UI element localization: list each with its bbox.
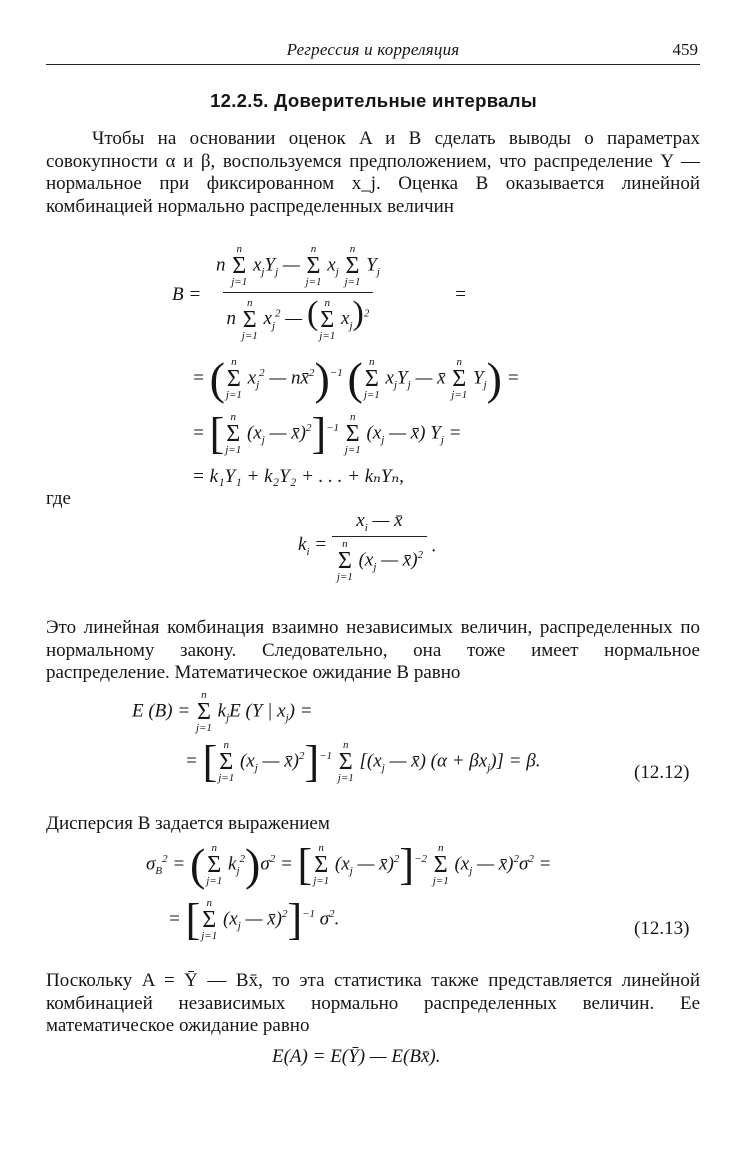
paragraph-statistic-a: Поскольку A = Ȳ — Bx̄, то эта статистика также представляется линейной комбинацией независимых нормально распределенных величин. Ее математическое ожидание равно [46, 970, 700, 1036]
paragraph-variance: Дисперсия B задается выражением [46, 813, 330, 834]
formula-variance-line1: $\sigma_B^2$ = ( n Σ j=1 $k_j^2)\sigma^2$ = [ n Σ j=1 ($x_j$ — x̄)$^2$]$^{-2}$ n Σ j=1 ($x_j$ — $x̄)^2\sigma^2$ = [146, 839, 552, 890]
paragraph-linear-combination: Это линейная комбинация взаимно независимых величин, распределенных по нормальному закону. Следовательно, она тоже имеет нормальное распределение. Математическое ожидание B равно [46, 617, 700, 683]
formula-b-line4: = k₁Y₁ + k₂Y₂ + . . . + kₙYₙ, [192, 466, 404, 487]
equation-number-12-13: (12.13) [634, 918, 690, 939]
equation-number-12-12: (12.12) [634, 762, 690, 783]
paragraph-intro: Чтобы на основании оценок A и B сделать выводы о параметрах совокупности α и β, воспользуемся предположением, что распределение Y — нормальное при фиксированном x_j. Оценка B оказывается линейной комбинацией нормально распределенных величин [46, 128, 700, 217]
formula-variance-line2: = [ n Σ j=1 ($x_j$ — x̄)$^2$]$^{-1}$ $\sigma^2$. [168, 895, 340, 944]
formula-b-line3: = [ n Σ j=1 ($x_j$ — x̄)$^2$]$^{-1}$ n Σ j=1 ($x_j$ — x̄) $Y_j$ = [192, 409, 462, 458]
word-where: где [46, 488, 71, 509]
page-header [46, 38, 700, 65]
section-title: 12.2.5. Доверительные интервалы [210, 90, 537, 111]
formula-eb-line1: E (B) = n Σ j=1 $k_jE$ (Y | $x_j$) = [132, 689, 313, 734]
page-number: 459 [672, 40, 698, 59]
formula-b-line2: = ( n Σ j=1 $x_j^2$ — nx̄$^2$)$^{-1}$ ( n Σ j=1 $x_jY_j$ — x̄ n Σ j=1 $Y_j$) = [192, 353, 520, 404]
book-page: Регрессия и корреляция 459 12.2.5. Доверительные интервалы Чтобы на основании оценок A и B сделать выводы о параметрах совокупности α и β, воспользуемся предположением, что распределение Y — нормальное при фиксированном x_j. Оценка B оказывается линейной комбинацией нормально распределенных величин B = n n Σ j=1 $x_jY_j$ — n Σ j=1 $x_j$ n Σ j=1 $Y_j$ n n Σ j=1 $x_j^2$ — ( n Σ j=1 $x_j)^2$ = = ( n Σ j=1 $x_j^2$ — nx̄$^2$)$^{-1}$ ( n Σ j=1 $x_jY_j$ — x̄ n Σ j=1 $Y_j$) = = [ n Σ j=1 ($x_j$ — x̄)$^2$]$^{-1}$ n Σ j=1 ($x_j$ — x̄) $Y_j$ = = k₁Y₁ + k₂Y₂ + . . . + kₙYₙ, где $k_i$ = $x_i$ — x̄ n Σ j=1 ($x_j$ — x̄)$^2$ . Это линейная комбинация взаимно независимых величин, распределенных по нормальному закону. Следовательно, она тоже имеет нормальное распределение. Математическое ожидание B равно E (B) = n Σ j=1 $k_jE$ (Y | $x_j$) = = [ n Σ j=1 ($x_j$ — x̄)$^2$]$^{-1}$ n Σ j=1 [($x_j$ — x̄) $(\alpha + \beta x_j)] = \beta$. (12.12) Дисперсия B задается выражением $\sigma_B^2$ = ( n Σ j=1 $k_j^2)\sigma^2$ = [ n Σ j=1 ($x_j$ — x̄)$^2$]$^{-2}$ n Σ j=1 ($x_j$ — $x̄)^2\sigma^2$ = = [ n Σ j=1 ($x_j$ — x̄)$^2$]$^{-1}$ $\sigma^2$. (12.13) Поскольку A = Ȳ — Bx̄, то эта статистика также представляется линейной комбинацией независимых нормально распределенных величин. Ее математическое ожидание равно E(A) = E(Ȳ) — E(Bx̄). [0, 0, 747, 1173]
running-head: Регрессия и корреляция [286, 40, 460, 59]
formula-eb-line2: = [ n Σ j=1 ($x_j$ — x̄)$^2$]$^{-1}$ n Σ j=1 [($x_j$ — x̄) $(\alpha + \beta x_j)] = \beta$. [185, 737, 541, 786]
formula-ea: E(A) = E(Ȳ) — E(Bx̄). [272, 1046, 441, 1067]
formula-k: $k_i$ = $x_i$ — x̄ n Σ j=1 ($x_j$ — x̄)$^2$ . [298, 510, 437, 583]
